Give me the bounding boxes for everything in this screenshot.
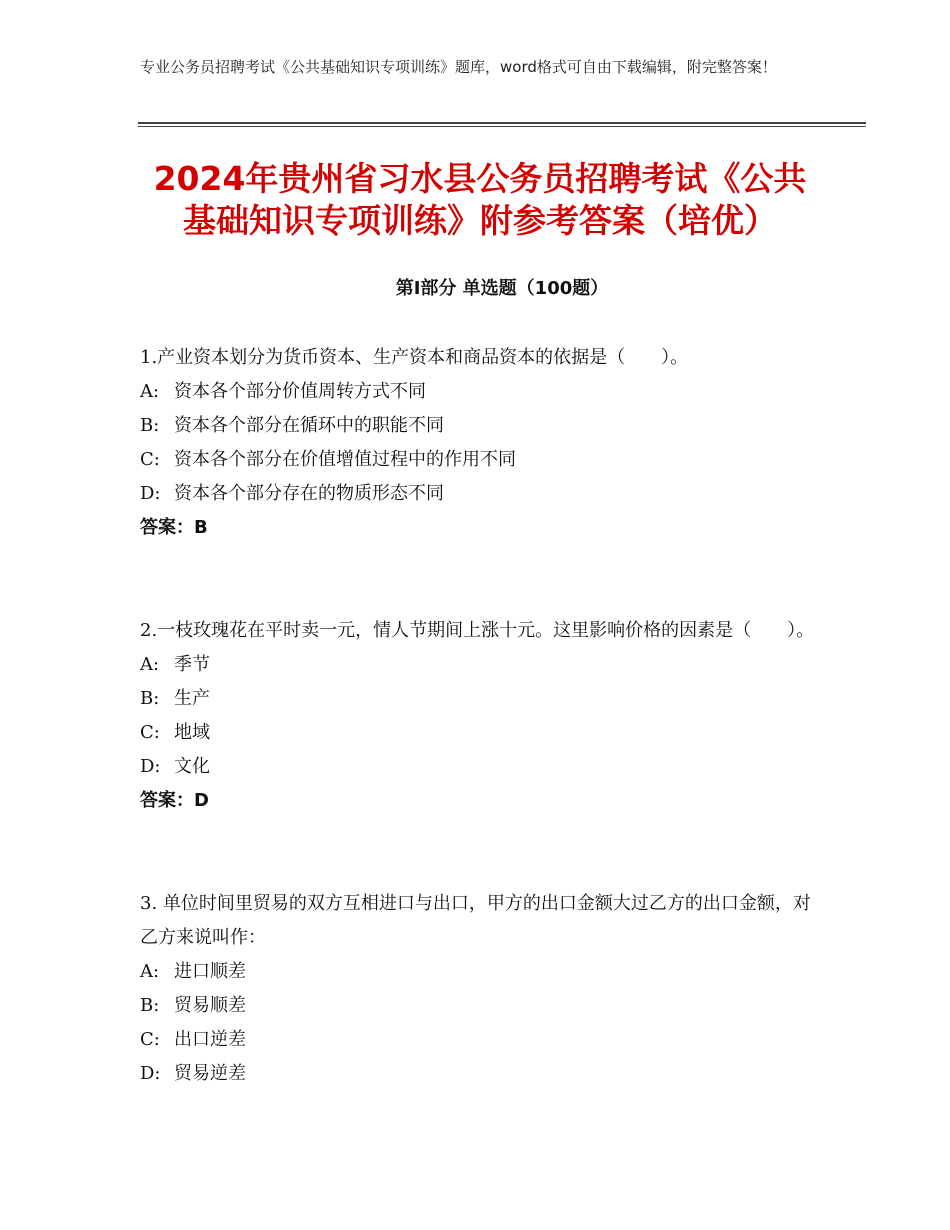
section-title: 第Ⅰ部分 单选题（100题） [395, 278, 609, 299]
option-text: 生产 [174, 688, 210, 709]
option-text: 资本各个部分价值周转方式不同 [174, 381, 426, 402]
option-text: 贸易逆差 [174, 1063, 246, 1084]
question-option-d [140, 477, 820, 511]
question-option-d [140, 750, 820, 784]
question-option-b [140, 682, 820, 716]
header-rule-thin [138, 126, 866, 127]
option-text: 地域 [174, 722, 210, 743]
option-letter: D: [140, 1063, 161, 1084]
question-stem: 1.产业资本划分为货币资本、生产资本和商品资本的依据是（ ）。 [140, 347, 689, 368]
option-text: 出口逆差 [174, 1029, 246, 1050]
question-option-b [140, 989, 820, 1023]
question-option-a [140, 375, 820, 409]
question-option-d [140, 1057, 820, 1091]
question-option-c [140, 1023, 820, 1057]
question-option-a [140, 648, 820, 682]
question-option-c [140, 716, 820, 750]
option-text: 季节 [174, 654, 210, 675]
option-text: 资本各个部分在价值增值过程中的作用不同 [174, 449, 516, 470]
header-note: 专业公务员招聘考试《公共基础知识专项训练》题库，word格式可自由下载编辑，附完整答案！ [140, 58, 777, 76]
question-option-c [140, 443, 820, 477]
option-text: 进口顺差 [174, 961, 246, 982]
document-title-line-2: 基础知识专项训练》附参考答案（培优） [183, 201, 777, 240]
question-1 [140, 341, 820, 545]
question-2 [140, 614, 820, 818]
option-letter: C: [140, 449, 160, 470]
option-text: 贸易顺差 [174, 995, 246, 1016]
question-3 [140, 887, 820, 1091]
option-text: 资本各个部分在循环中的职能不同 [174, 415, 444, 436]
question-answer: 答案：D [140, 790, 209, 811]
document-title-line-1: 2024年贵州省习水县公务员招聘考试《公共 [153, 159, 807, 198]
option-letter: B: [140, 415, 160, 436]
option-letter: C: [140, 722, 160, 743]
question-stem: 3. 单位时间里贸易的双方互相进口与出口，甲方的出口金额大过乙方的出口金额，对乙方来说叫作： [140, 893, 811, 948]
header-rule-thick [138, 122, 866, 124]
option-text: 资本各个部分存在的物质形态不同 [174, 483, 444, 504]
question-option-a [140, 955, 820, 989]
question-answer: 答案：B [140, 517, 208, 538]
option-text: 文化 [174, 756, 210, 777]
option-letter: A: [140, 654, 160, 675]
option-letter: B: [140, 995, 160, 1016]
option-letter: B: [140, 688, 160, 709]
document-title [120, 158, 840, 242]
option-letter: D: [140, 483, 161, 504]
option-letter: D: [140, 756, 161, 777]
option-letter: A: [140, 961, 160, 982]
option-letter: C: [140, 1029, 160, 1050]
question-stem: 2.一枝玫瑰花在平时卖一元，情人节期间上涨十元。这里影响价格的因素是（ ）。 [140, 620, 815, 641]
option-letter: A: [140, 381, 160, 402]
question-option-b [140, 409, 820, 443]
